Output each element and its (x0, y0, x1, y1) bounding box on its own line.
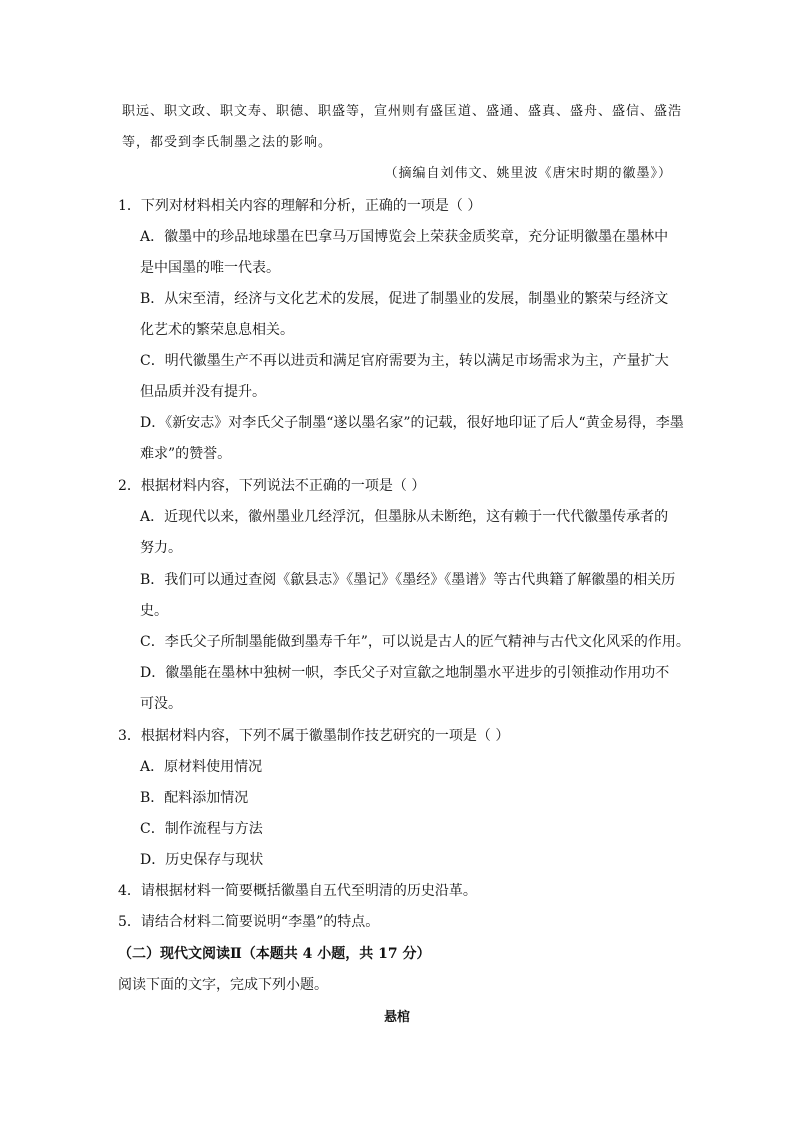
reading-instruction: 阅读下面的文字，完成下列小题。 (118, 977, 328, 993)
section-heading: （二）现代文阅读Ⅱ（本题共 4 小题，共 17 分） (118, 946, 431, 962)
q2-option-b: B．我们可以通过查阅《歙县志》《墨记》《墨经》《墨谱》等古代典籍了解徽墨的相关历 (140, 572, 676, 588)
q1-option-b-cont: 化艺术的繁荣息息相关。 (140, 322, 294, 338)
q3-option-c: C．制作流程与方法 (140, 821, 263, 837)
q1-option-a: A．徽墨中的珍品地球墨在巴拿马万国博览会上荣获金质奖章，充分证明徽墨在墨林中 (140, 229, 669, 245)
q2-option-a: A．近现代以来，徽州墨业几经浮沉，但墨脉从未断绝，这有赖于一代代徽墨传承者的 (140, 509, 669, 525)
q3-option-b: B．配料添加情况 (140, 790, 249, 806)
question-2-stem: 2．根据材料内容，下列说法不正确的一项是（ ） (118, 478, 426, 494)
question-4: 4．请根据材料一简要概括徽墨自五代至明清的历史沿革。 (118, 883, 477, 899)
q3-option-a: A．原材料使用情况 (140, 759, 263, 775)
q1-option-d-cont: 难求”的赞誉。 (140, 446, 232, 462)
question-3-stem: 3．根据材料内容，下列不属于徽墨制作技艺研究的一项是（ ） (118, 728, 510, 744)
q1-option-b: B．从宋至清，经济与文化艺术的发展，促进了制墨业的发展，制墨业的繁荣与经济文 (140, 291, 669, 307)
passage-title: 悬棺 (383, 1010, 410, 1025)
q1-option-c: C．明代徽墨生产不再以进贡和满足官府需要为主，转以满足市场需求为主，产量扩大 (140, 353, 669, 369)
question-1-stem: 1．下列对材料相关内容的理解和分析，正确的一项是（ ） (118, 198, 482, 214)
q1-option-c-cont: 但品质并没有提升。 (140, 384, 266, 400)
q3-option-d: D．历史保存与现状 (140, 852, 264, 868)
source-citation: （摘编自刘伟文、姚里波《唐宋时期的徽墨》） (384, 166, 672, 181)
q2-option-b-cont: 史。 (140, 603, 168, 619)
q1-option-d: D．《新安志》对李氏父子制墨“遂以墨名家”的记载，很好地印证了后人“黄金易得，李墨 (140, 415, 684, 431)
question-5: 5．请结合材料二简要说明“李墨”的特点。 (118, 914, 380, 930)
intro-line-2: 等，都受到李氏制墨之法的影响。 (122, 135, 333, 150)
q2-option-d: D．徽墨能在墨林中独树一帜，李氏父子对宣歙之地制墨水平进步的引领推动作用功不 (140, 665, 670, 681)
intro-line-1: 职远、职文政、职文寿、职德、职盛等，宣州则有盛匡道、盛通、盛真、盛舟、盛信、盛浩 (122, 104, 683, 119)
q2-option-d-cont: 可没。 (140, 696, 182, 712)
q2-option-c: C．李氏父子所制墨能做到墨寿千年”，可以说是古人的匠气精神与古代文化风采的作用。 (140, 634, 690, 650)
q2-option-a-cont: 努力。 (140, 540, 182, 556)
q1-option-a-cont: 是中国墨的唯一代表。 (140, 260, 280, 276)
